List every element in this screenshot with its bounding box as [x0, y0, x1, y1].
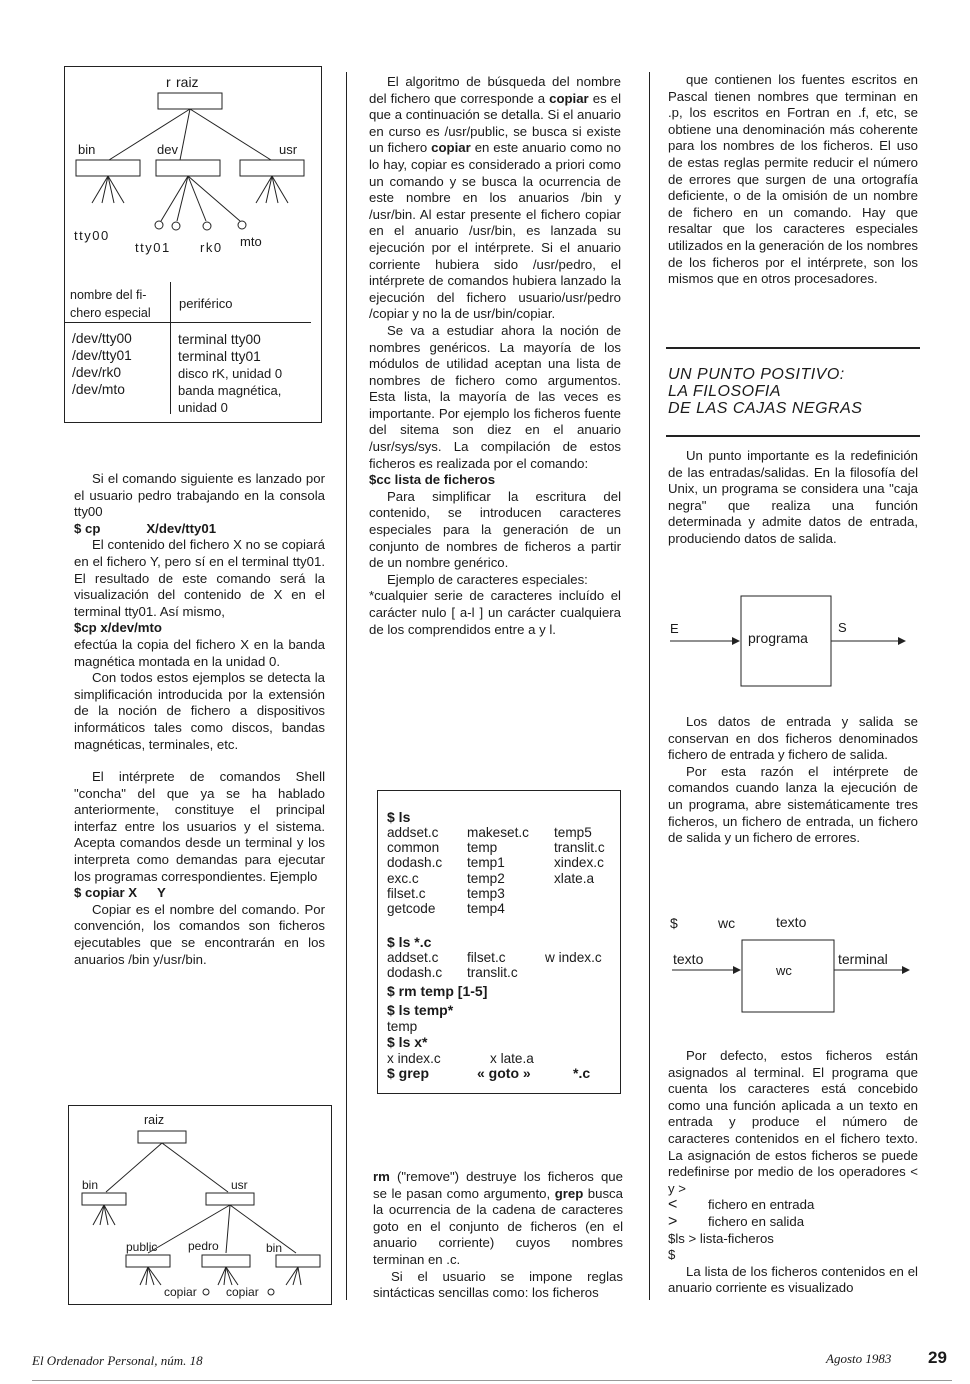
listing-row: filset.c temp3	[387, 885, 505, 901]
file-label-copiar: copiar	[226, 1285, 259, 1299]
paragraph: El contenido del fichero X no se copiará en el fichero Y, pero sí en el terminal tty01. El resultado de este comando será la visualización del contenido de X en el terminal tty01. Así mismo,	[74, 537, 325, 619]
listing-command: $ rm temp [1-5]	[387, 982, 488, 999]
middle-column-text-bottom	[373, 1169, 623, 1302]
output-label: S	[838, 620, 847, 635]
dir-label-usr: usr	[231, 1178, 248, 1192]
table-header-device: periférico	[179, 296, 233, 311]
listing-command: $ ls *.c	[387, 934, 432, 951]
column-divider	[649, 72, 650, 1300]
footer-rule	[32, 1380, 952, 1381]
table-cell: /dev/mto	[72, 382, 125, 397]
listing-row: addset.c filset.c w index.c	[387, 950, 602, 966]
operator-line: $	[668, 1247, 676, 1263]
listing-output	[387, 825, 605, 916]
footer-publication: El Ordenador Personal, núm. 18	[32, 1353, 203, 1368]
paragraph: La lista de los ficheros contenidos en el anuario corriente es visualizado	[668, 1263, 918, 1296]
listing-output: temp	[387, 1018, 418, 1034]
paragraph: El intérprete de comandos Shell "concha" del que ya se ha hablado anteriormente, constituye el principal interfaz entre los usuarios y el sistema. Acepta comandos desde un terminal y los interpreta como demandas para ejecutar los programas correspondientes. Ejemplo	[74, 769, 325, 884]
paragraph: Si el comando siguiente es lanzado por el usuario pedro trabajando en la consola tty00	[74, 471, 325, 520]
listing-output	[387, 950, 602, 980]
command-line: $ copiar X Y	[74, 885, 166, 901]
subdir-label-pedro: pedro	[188, 1239, 219, 1253]
page-number: 29	[928, 1348, 947, 1367]
subdir-label-public: public	[126, 1240, 158, 1254]
listing-command: $ ls x*	[387, 1033, 428, 1050]
footer-date: Agosto 1983	[826, 1351, 892, 1366]
section-rule-top	[666, 347, 920, 349]
table-cell: unidad 0	[178, 400, 228, 415]
root-label: raiz	[176, 74, 199, 90]
wc-box-label: wc	[776, 963, 792, 978]
listing-row: exc.c temp2 xlate.a	[387, 870, 595, 886]
copiar-tree-diagram	[68, 1105, 331, 1304]
right-column-text	[668, 448, 918, 548]
command-label: wc	[718, 915, 736, 931]
paragraph: Con todos estos ejemplos se detecta la simplificación introducida por la extensión de la noción de fichero a dispositivos informáticos tales como discos, bandas magnéticas, terminales, etc.	[74, 670, 325, 752]
paragraph: efectúa la copia del fichero X en la banda magnética montada en la unidad 0.	[74, 636, 325, 669]
argument-label: texto	[776, 914, 807, 930]
dir-label-bin: bin	[82, 1178, 99, 1192]
paragraph: Por defecto, estos ficheros están asignados al terminal. El programa que cuenta los caracteres está concebido como una función aplicada a un texto en entrada y produce el número de caracteres contenidos en el fichero texto. La asignación de estos ficheros se puede redefinirse por medio de los operadores < y >	[668, 1048, 918, 1196]
directory-tree-diagram	[64, 66, 321, 276]
black-box-diagram	[660, 588, 922, 688]
section-title-line: LA FILOSOFIA	[668, 383, 781, 400]
section-rule-bottom	[666, 435, 920, 437]
column-divider	[346, 72, 347, 1300]
command-line: $cc lista de ficheros	[369, 472, 496, 488]
paragraph: Para simplificar la escritura del contenido, se introducen caracteres especiales para la generación de un conjunto de nombres de ficheros a partir de un nombre genérico.	[369, 488, 621, 571]
table-cell: terminal tty00	[178, 332, 261, 347]
wc-pipeline-diagram	[662, 908, 924, 1018]
operator-line: > fichero en salida	[668, 1212, 805, 1230]
table-header-name-line2: chero especial	[70, 306, 151, 320]
operator-line: $ls > lista-ficheros	[668, 1230, 774, 1246]
left-column-text	[74, 471, 325, 968]
dir-label-usr: usr	[279, 142, 298, 157]
shell-listing-box	[377, 790, 621, 1094]
output-label: terminal	[838, 951, 888, 967]
root-label: raiz	[144, 1113, 165, 1127]
paragraph: Los datos de entrada y salida se conservan en dos ficheros denominados fichero de entrada y fichero de salida.	[668, 714, 918, 763]
dir-label-bin: bin	[78, 142, 96, 157]
prompt-label: $	[670, 915, 678, 931]
table-cell: disco rK, unidad 0	[178, 366, 283, 381]
paragraph: Por esta razón el intérprete de comandos cuando lanza la ejecución de un programa, abre sistemáticamente tres ficheros, un fichero de entrada, un fichero de salida y un fichero de errores.	[668, 763, 918, 846]
table-header-name-line1: nombre del fi-	[70, 288, 147, 302]
paragraph: que contienen los fuentes escritos en Pascal tienen nombres que terminan en .p, los escritos en Fortran en .f, etc, se obtiene una denominación más coherente para los nombres de los ficheros. El uso de estas reglas permite reducir el número de errores que surgen de una ortografía deficiente, o de la omisión de un nombre de fichero en un comando. Hay que resaltar que los caracteres especiales utilizados en la generación de los nombres de los ficheros por el intérprete, son los mismos que en otros procesadores.	[668, 72, 918, 287]
paragraph: Ejemplo de caracteres especiales:	[387, 571, 588, 587]
operator-line: < fichero en entrada	[668, 1196, 815, 1214]
listing-row: addset.c makeset.c temp5	[387, 825, 592, 840]
listing-command: $ ls temp*	[387, 1001, 454, 1018]
command-line: $ cp X/dev/tty01	[74, 520, 217, 536]
section-title-line: UN PUNTO POSITIVO:	[668, 366, 845, 383]
right-column-text	[668, 1048, 918, 1297]
listing-row: dodash.c temp1 xindex.c	[387, 855, 604, 871]
dir-label-dev: dev	[157, 142, 178, 157]
listing-row: common temp translit.c	[387, 840, 605, 856]
section-title	[668, 366, 862, 417]
input-label: E	[670, 621, 679, 636]
listing-command: $ grep « goto » *.c	[387, 1064, 591, 1081]
paragraph: El algoritmo de búsqueda del nombre del fichero que corresponde a copiar es el que a continuación se detalla. Si el anuario en curso es /usr/public, se busca si existe un fichero copiar en este anuario como no lo hay, copiar es considerado a priori como un comando y se busca la ocurrencia de este nombre en los anuarios /bin y /usr/bin. Al estar presente el fichero copiar en el anuario /usr/bin, es lanzada su ejecución por el intérprete. Si el anuario corriente hubiera sido /usr/pedro, el intérprete de comandos hubiera lanzado la ejecución del fichero usuario/usr/pedro /copiar y no la de usr/bin/copiar.	[369, 74, 621, 322]
paragraph: Si el usuario se impone reglas sintácticas sencillas como: los ficheros	[373, 1268, 623, 1301]
listing-command: $ ls	[387, 809, 411, 825]
section-title-line: DE LAS CAJAS NEGRAS	[668, 400, 863, 417]
listing-output	[387, 1051, 534, 1066]
device-label-rk0: rk0	[200, 240, 223, 255]
paragraph: Se va a estudiar ahora la noción de nombres genéricos. La mayoría de los módulos de utilidad aceptan una lista de nombres de fichero como argumentos. Esta lista, la mayoría de las veces es importante. Por ejemplo los ficheros fuente del sitema son diez en el anuario /usr/sys/sys. La compilación de estos ficheros es realizada por el comando:	[369, 322, 621, 471]
device-label-tty00: tty00	[74, 228, 110, 243]
paragraph: Un punto importante es la redefinición de las entradas/salidas. En la filosofía del Unix, un programa se considera una "caja negra" que realiza una función determinada y admite datos de entrada, produciendo datos de salida.	[668, 448, 918, 546]
subdir-label-bin: bin	[266, 1241, 283, 1255]
device-label-tty01: tty01	[135, 240, 171, 255]
command-line: $cp x/dev/mto	[74, 620, 162, 636]
root-prefix: r	[166, 74, 171, 90]
input-label: texto	[673, 951, 704, 967]
listing-row: getcode temp4	[387, 901, 505, 917]
table-cell: banda magnética,	[178, 383, 282, 398]
table-cell: /dev/tty00	[72, 331, 132, 346]
program-box-label: programa	[748, 630, 808, 646]
table-cell: /dev/rk0	[72, 365, 122, 380]
listing-row: dodash.c translit.c	[387, 965, 518, 981]
file-label-copiar: copiar	[164, 1285, 197, 1299]
table-cell: terminal tty01	[178, 349, 261, 364]
table-cell: /dev/tty01	[72, 348, 132, 363]
middle-column-text	[369, 74, 621, 638]
paragraph: *cualquier serie de caracteres incluído el carácter nulo [ a-l ] un carácter cualquiera de los comprendidos entre a y l.	[369, 588, 621, 637]
paragraph: Copiar es el nombre del comando. Por convención, los comandos son ficheros ejecutables que se encontrarán en los anuarios /bin y/usr/bin.	[74, 901, 325, 967]
right-column-text	[668, 72, 918, 288]
right-column-text	[668, 714, 918, 847]
paragraph: rm ("remove") destruye los ficheros que se le pasan como argumento, grep busca la ocurrencia de la cadena de caracteres goto en el conjunto de ficheros (en el anuario corriente) cuyos nombres terminan en .c.	[373, 1169, 623, 1267]
device-label-mto: mto	[240, 234, 262, 249]
listing-row: x index.c x late.a	[387, 1050, 534, 1066]
